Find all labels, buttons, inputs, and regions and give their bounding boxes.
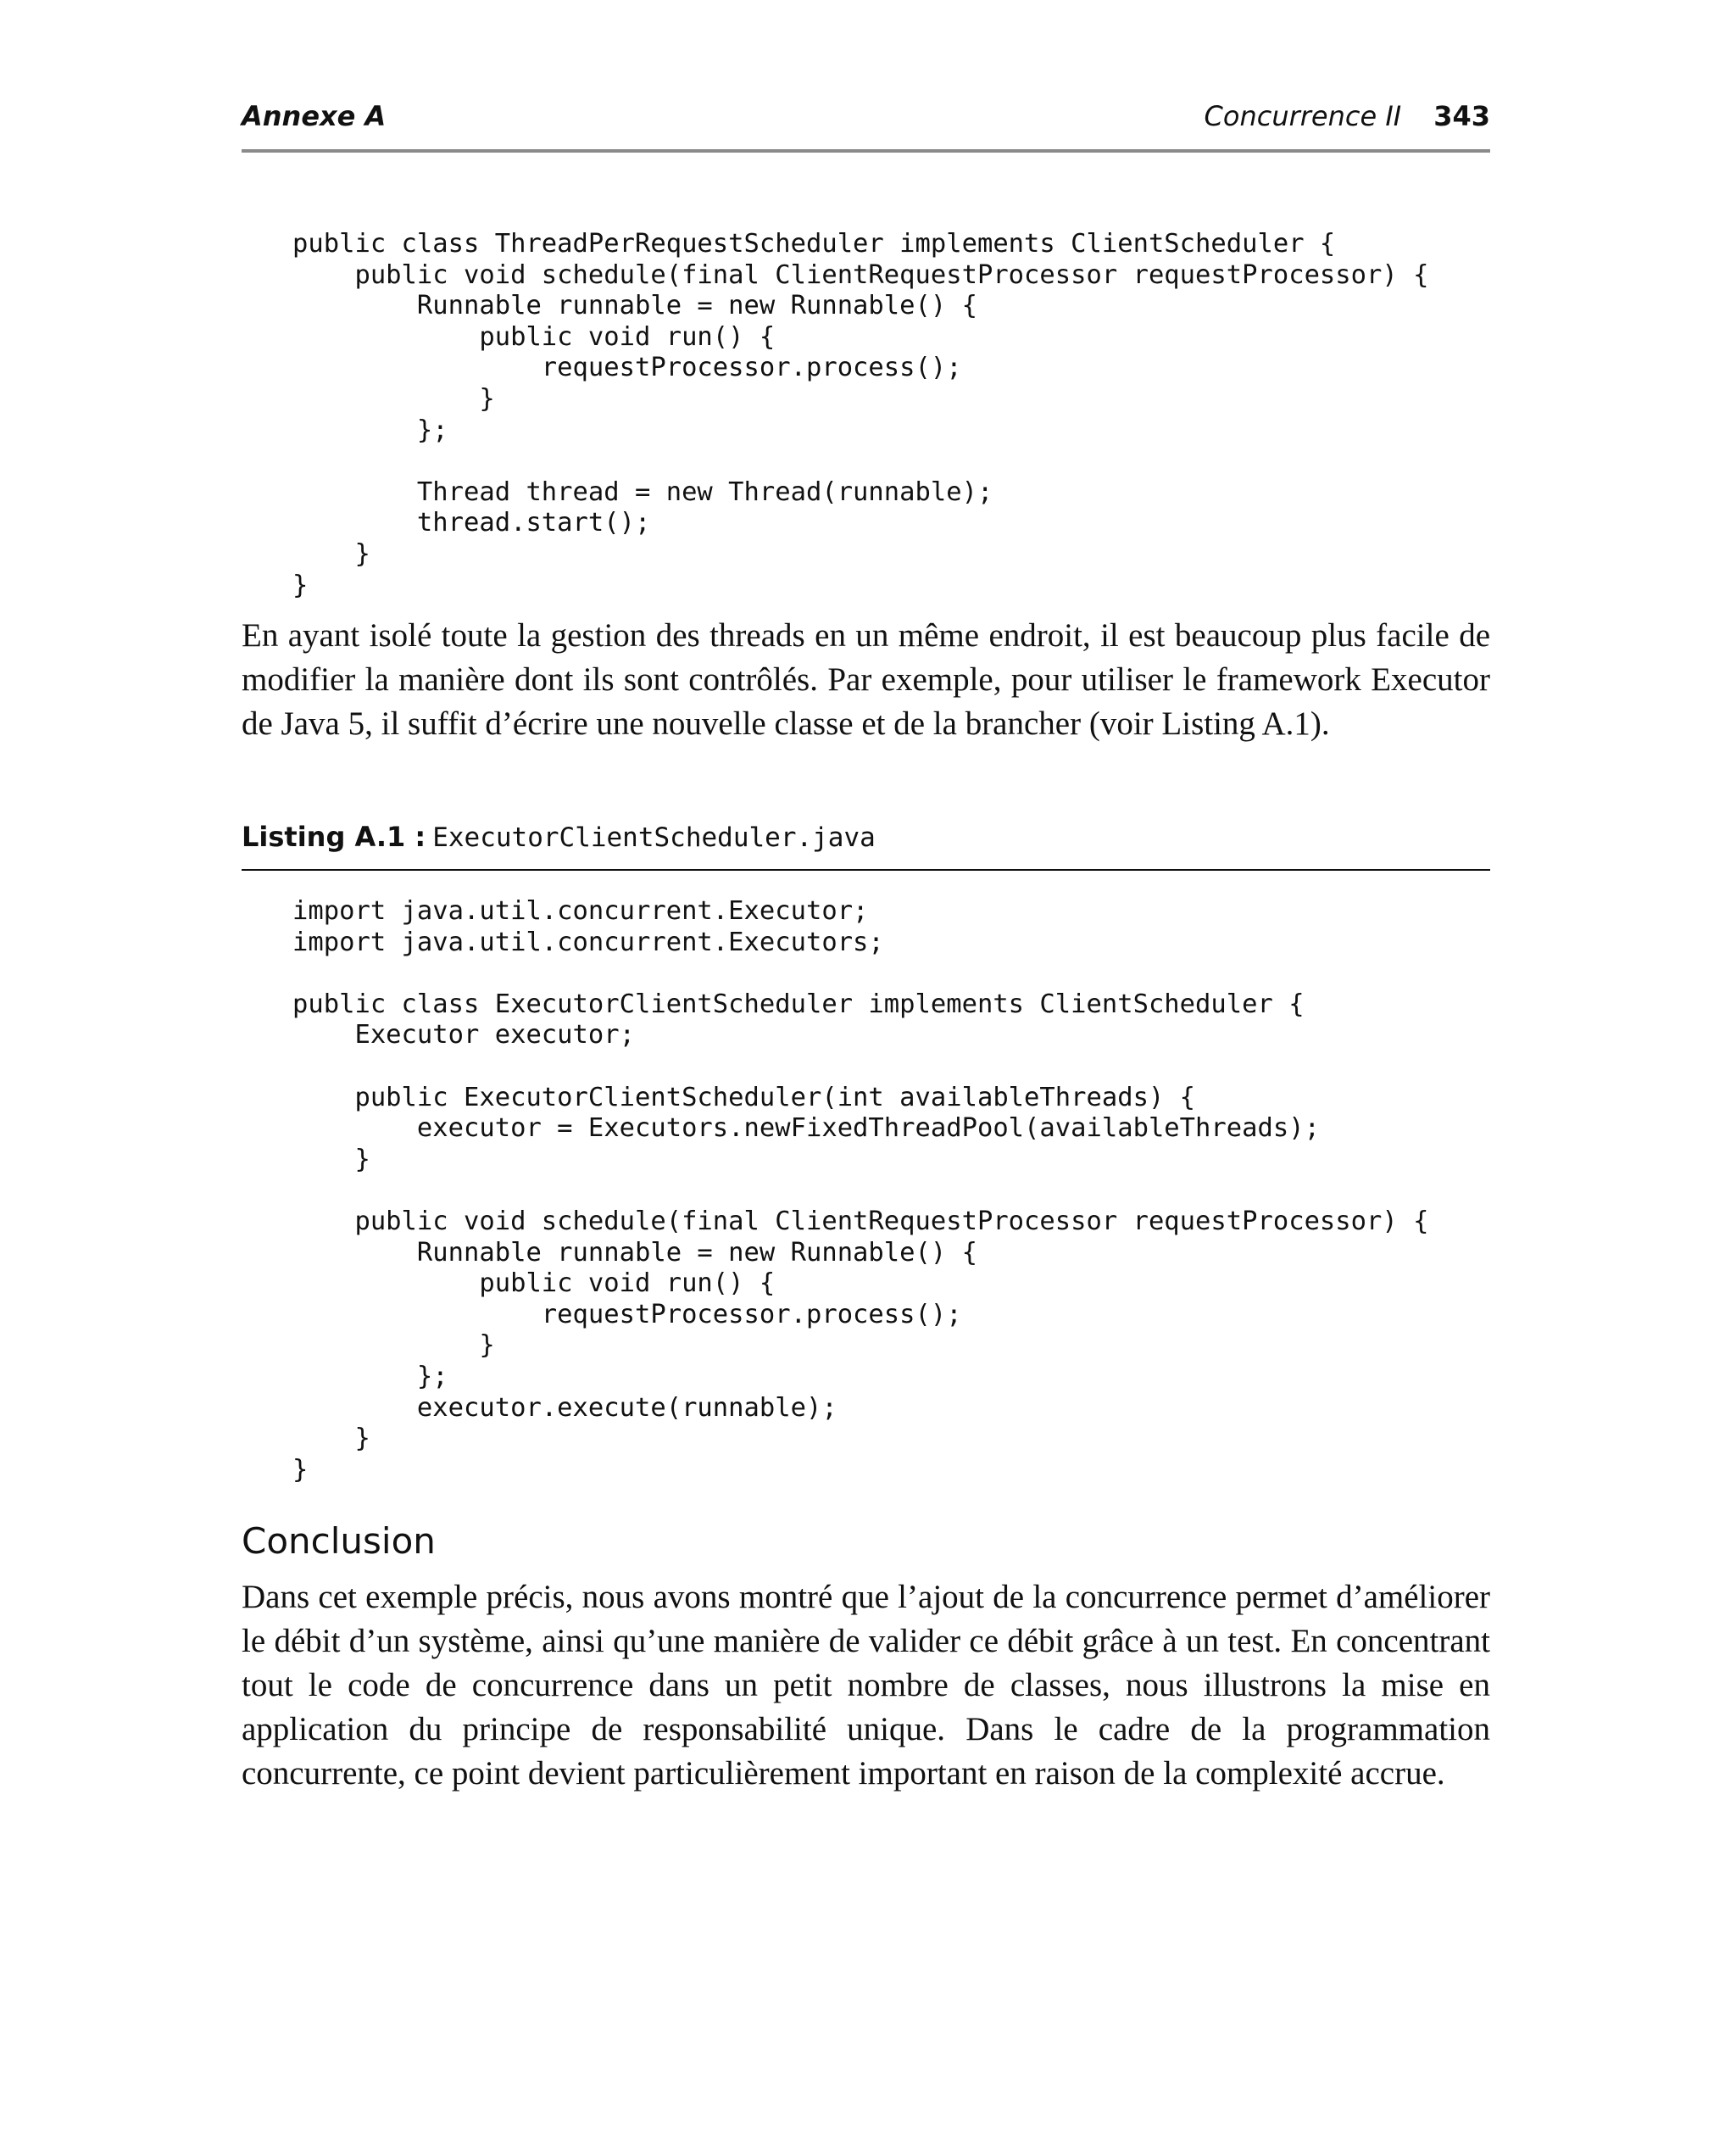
header-chapter-title: Concurrence II [1204, 100, 1402, 132]
listing-caption [242, 821, 876, 853]
book-page [242, 0, 1490, 2140]
page-number: 343 [1433, 100, 1490, 132]
code-block-thread-per-request: public class ThreadPerRequestScheduler implements ClientScheduler { public void schedule(final ClientRequestProcessor requestProcessor) { Runnable runnable = new Runnable() { public void run() { requestProcessor.process(); } }; Thread thread = new Thread(runnable); thread.start(); } } [292, 229, 1429, 600]
body-paragraph-conclusion: Dans cet exemple précis, nous avons montré que l’ajout de la concurrence permet d’améliorer le débit d’un système, ainsi qu’une manière de valider ce débit grâce à un test. En concentrant tout le code de concurrence dans un petit nombre de classes, nous illustrons la mise en application du principe de responsabilité unique. Dans le cadre de la programmation concurrente, ce point devient particulièrement important en raison de la complexité accrue. [242, 1579, 1490, 1792]
section-heading-conclusion: Conclusion [242, 1520, 436, 1562]
running-header [242, 100, 1490, 139]
listing-label: Listing A.1 : [242, 821, 426, 853]
header-divider [242, 149, 1490, 153]
body-paragraph-executor-intro: En ayant isolé toute la gestion des threads en un même endroit, il est beaucoup plus facile de modifier la manière dont ils sont contrôlés. Par exemple, pour utiliser le framework Executor de Java 5, il suffit d’écrire une nouvelle classe et de la brancher (voir Listing A.1). [242, 617, 1490, 742]
listing-divider [242, 869, 1490, 871]
code-block-executor-client-scheduler: import java.util.concurrent.Executor; import java.util.concurrent.Executors; public class ExecutorClientScheduler implements ClientScheduler { Executor executor; public ExecutorClientScheduler(int availableThreads) { executor = Executors.newFixedThreadPool(availableThreads); } public void schedule(final ClientRequestProcessor requestProcessor) { Runnable runnable = new Runnable() { public void run() { requestProcessor.process(); } }; executor.execute(runnable); } } [292, 896, 1429, 1485]
listing-filename: ExecutorClientScheduler.java [432, 822, 876, 853]
header-section-title: Annexe A [242, 100, 387, 132]
header-right [1205, 100, 1490, 132]
